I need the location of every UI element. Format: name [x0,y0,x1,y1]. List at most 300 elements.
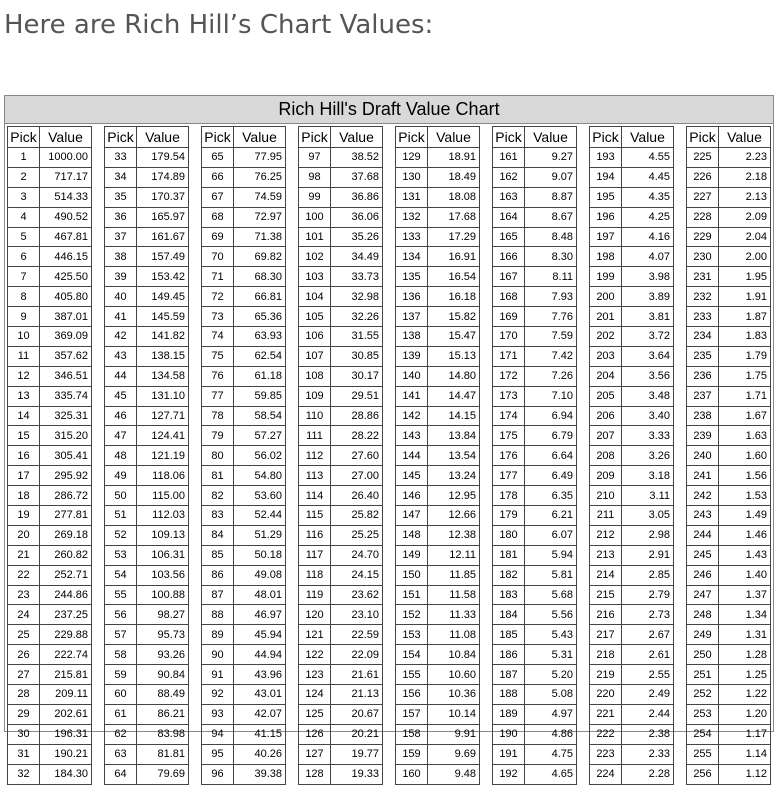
pick-number: 215 [590,585,622,605]
table-row [493,366,577,386]
table-row [687,605,771,625]
pick-number: 206 [590,406,622,426]
table-row [299,167,383,187]
table-row [493,207,577,227]
pick-number: 90 [202,645,234,665]
pick-number: 129 [396,148,428,168]
pick-value: 229.88 [40,625,92,645]
pick-value: 59.85 [234,386,286,406]
pick-value: 2.49 [622,685,674,705]
pick-value: 161.67 [137,227,189,247]
pick-number: 249 [687,625,719,645]
pick-number: 156 [396,685,428,705]
pick-value: 1.14 [719,744,771,764]
table-row [493,148,577,168]
pick-value: 31.55 [331,327,383,347]
table-row [202,545,286,565]
table-row [105,525,189,545]
pick-value: 7.26 [525,366,577,386]
table-row [687,585,771,605]
table-row [299,545,383,565]
table-row [105,247,189,267]
pick-value: 41.15 [234,724,286,744]
pick-number: 24 [8,605,40,625]
pick-value: 66.81 [234,287,286,307]
pick-number: 157 [396,704,428,724]
pick-value: 131.10 [137,386,189,406]
pick-number: 170 [493,327,525,347]
table-row [105,645,189,665]
pick-value: 68.30 [234,267,286,287]
pick-value: 9.69 [428,744,480,764]
pick-number: 222 [590,724,622,744]
table-row [590,486,674,506]
table-row [8,506,92,526]
pick-value: 138.15 [137,346,189,366]
table-row [493,267,577,287]
table-row [396,187,480,207]
table-row [202,685,286,705]
pick-number: 127 [299,744,331,764]
pick-value: 62.54 [234,346,286,366]
table-row [202,426,286,446]
table-row [590,346,674,366]
pick-value: 467.81 [40,227,92,247]
pick-value: 7.10 [525,386,577,406]
pick-number: 155 [396,665,428,685]
pick-number: 177 [493,466,525,486]
pick-value: 260.82 [40,545,92,565]
pick-number: 145 [396,466,428,486]
pick-number: 93 [202,704,234,724]
pick-number: 109 [299,386,331,406]
pick-number: 62 [105,724,137,744]
pick-number: 176 [493,446,525,466]
pick-value: 124.41 [137,426,189,446]
table-row [687,744,771,764]
table-row [590,446,674,466]
pick-value-group [492,126,576,785]
pick-number: 65 [202,148,234,168]
pick-value: 5.81 [525,565,577,585]
pick-value: 6.79 [525,426,577,446]
pick-value: 405.80 [40,287,92,307]
table-row [299,406,383,426]
pick-number: 124 [299,685,331,705]
value-column-header: Value [234,127,286,148]
table-row [8,227,92,247]
pick-number: 226 [687,167,719,187]
pick-value: 174.89 [137,167,189,187]
table-row [202,327,286,347]
pick-value: 15.82 [428,307,480,327]
pick-column-header: Pick [687,127,719,148]
pick-value: 3.33 [622,426,674,446]
pick-number: 204 [590,366,622,386]
table-row [493,167,577,187]
table-row [590,685,674,705]
chart-title: Rich Hill's Draft Value Chart [5,96,773,124]
pick-value: 346.51 [40,366,92,386]
table-row [202,346,286,366]
pick-number: 154 [396,645,428,665]
pick-value: 3.56 [622,366,674,386]
table-row [299,247,383,267]
pick-value: 717.17 [40,167,92,187]
table-row [396,247,480,267]
pick-number: 11 [8,346,40,366]
table-row [105,685,189,705]
table-row [687,386,771,406]
pick-value: 315.20 [40,426,92,446]
table-row [105,585,189,605]
pick-value-table [492,126,577,785]
pick-number: 55 [105,585,137,605]
table-row [493,446,577,466]
pick-value: 8.67 [525,207,577,227]
pick-value: 165.97 [137,207,189,227]
pick-value: 7.59 [525,327,577,347]
table-row [202,744,286,764]
pick-number: 38 [105,247,137,267]
table-row [687,426,771,446]
table-row [299,744,383,764]
pick-number: 112 [299,446,331,466]
table-row [202,665,286,685]
pick-number: 99 [299,187,331,207]
pick-value: 48.01 [234,585,286,605]
table-row [396,386,480,406]
table-row [202,167,286,187]
pick-value: 202.61 [40,704,92,724]
pick-number: 100 [299,207,331,227]
pick-number: 139 [396,346,428,366]
pick-number: 125 [299,704,331,724]
table-row [493,466,577,486]
pick-value: 2.91 [622,545,674,565]
table-row [493,506,577,526]
pick-number: 35 [105,187,137,207]
pick-value: 325.31 [40,406,92,426]
pick-value: 1.56 [719,466,771,486]
table-row [590,307,674,327]
pick-value: 387.01 [40,307,92,327]
table-row [202,207,286,227]
pick-value-group [589,126,673,785]
table-row [687,227,771,247]
pick-value: 6.49 [525,466,577,486]
pick-value: 45.94 [234,625,286,645]
table-row [396,426,480,446]
pick-number: 255 [687,744,719,764]
pick-value: 2.79 [622,585,674,605]
table-row [8,525,92,545]
pick-value: 25.82 [331,506,383,526]
pick-number: 251 [687,665,719,685]
pick-value: 4.45 [622,167,674,187]
pick-value: 29.51 [331,386,383,406]
pick-number: 186 [493,645,525,665]
pick-number: 164 [493,207,525,227]
pick-value: 16.91 [428,247,480,267]
table-row [299,207,383,227]
table-row [493,724,577,744]
pick-number: 82 [202,486,234,506]
table-row [8,148,92,168]
pick-number: 246 [687,565,719,585]
table-row [590,247,674,267]
table-row [105,167,189,187]
pick-number: 15 [8,426,40,446]
pick-value: 2.09 [719,207,771,227]
table-row [687,346,771,366]
table-row [8,446,92,466]
pick-number: 41 [105,307,137,327]
pick-number: 80 [202,446,234,466]
pick-number: 9 [8,307,40,327]
value-column-header: Value [719,127,771,148]
pick-value: 295.92 [40,466,92,486]
table-row [202,704,286,724]
pick-value: 3.89 [622,287,674,307]
pick-number: 44 [105,366,137,386]
pick-value: 4.35 [622,187,674,207]
pick-value: 27.60 [331,446,383,466]
pick-value-group [395,126,479,785]
pick-number: 135 [396,267,428,287]
pick-value: 1.43 [719,545,771,565]
table-row [105,744,189,764]
table-row [493,327,577,347]
pick-number: 97 [299,148,331,168]
value-column-header: Value [525,127,577,148]
pick-column-header: Pick [202,127,234,148]
table-row [105,227,189,247]
pick-value: 2.73 [622,605,674,625]
pick-number: 121 [299,625,331,645]
pick-number: 51 [105,506,137,526]
pick-number: 20 [8,525,40,545]
pick-number: 203 [590,346,622,366]
pick-number: 234 [687,327,719,347]
table-row [299,685,383,705]
table-row [299,267,383,287]
pick-number: 50 [105,486,137,506]
table-row [8,565,92,585]
table-row [590,645,674,665]
pick-value: 222.74 [40,645,92,665]
table-row [396,307,480,327]
pick-value: 30.17 [331,366,383,386]
pick-number: 214 [590,565,622,585]
pick-number: 31 [8,744,40,764]
pick-value: 69.82 [234,247,286,267]
table-row [396,446,480,466]
table-row [590,625,674,645]
pick-number: 26 [8,645,40,665]
pick-number: 3 [8,187,40,207]
pick-value: 3.48 [622,386,674,406]
pick-value: 50.18 [234,545,286,565]
pick-number: 202 [590,327,622,347]
pick-value: 90.84 [137,665,189,685]
pick-number: 235 [687,346,719,366]
value-column-header: Value [622,127,674,148]
pick-number: 147 [396,506,428,526]
pick-value: 5.08 [525,685,577,705]
pick-value: 1.60 [719,446,771,466]
pick-value: 11.58 [428,585,480,605]
table-row [687,406,771,426]
pick-value: 5.56 [525,605,577,625]
table-row [105,506,189,526]
pick-number: 195 [590,187,622,207]
pick-number: 150 [396,565,428,585]
pick-number: 96 [202,764,234,784]
pick-value-table [201,126,286,785]
pick-number: 76 [202,366,234,386]
pick-number: 227 [687,187,719,207]
pick-number: 75 [202,346,234,366]
pick-number: 165 [493,227,525,247]
pick-number: 132 [396,207,428,227]
pick-value: 11.85 [428,565,480,585]
pick-number: 49 [105,466,137,486]
pick-number: 159 [396,744,428,764]
pick-number: 163 [493,187,525,207]
table-row [105,327,189,347]
pick-value: 244.86 [40,585,92,605]
pick-value: 215.81 [40,665,92,685]
table-row [493,645,577,665]
pick-column-header: Pick [590,127,622,148]
table-row [396,685,480,705]
table-row [8,167,92,187]
pick-number: 68 [202,207,234,227]
pick-value: 77.95 [234,148,286,168]
pick-number: 171 [493,346,525,366]
table-row [687,187,771,207]
pick-number: 5 [8,227,40,247]
table-row [299,148,383,168]
pick-number: 123 [299,665,331,685]
table-row [687,565,771,585]
table-row [687,685,771,705]
table-row [493,406,577,426]
table-row [202,625,286,645]
table-row [202,247,286,267]
table-row [8,545,92,565]
table-row [202,386,286,406]
table-row [202,764,286,784]
pick-value: 10.60 [428,665,480,685]
pick-value: 74.59 [234,187,286,207]
pick-value-group [104,126,188,785]
pick-number: 28 [8,685,40,705]
pick-number: 188 [493,685,525,705]
table-row [590,585,674,605]
pick-number: 87 [202,585,234,605]
pick-value-table [686,126,771,785]
pick-number: 175 [493,426,525,446]
pick-number: 180 [493,525,525,545]
table-row [590,227,674,247]
pick-value: 14.80 [428,366,480,386]
pick-value: 61.18 [234,366,286,386]
table-row [493,764,577,784]
pick-number: 34 [105,167,137,187]
pick-number: 107 [299,346,331,366]
pick-value: 2.18 [719,167,771,187]
table-row [299,625,383,645]
table-row [590,406,674,426]
table-row [202,406,286,426]
table-row [590,704,674,724]
pick-value: 277.81 [40,506,92,526]
pick-value: 252.71 [40,565,92,585]
pick-value: 6.35 [525,486,577,506]
pick-number: 63 [105,744,137,764]
pick-number: 83 [202,506,234,526]
pick-number: 187 [493,665,525,685]
pick-number: 21 [8,545,40,565]
table-row [396,525,480,545]
pick-number: 73 [202,307,234,327]
pick-column-header: Pick [8,127,40,148]
pick-value: 8.11 [525,267,577,287]
pick-value: 35.26 [331,227,383,247]
table-row [299,704,383,724]
table-row [105,406,189,426]
pick-value: 51.29 [234,525,286,545]
table-row [8,366,92,386]
pick-value: 79.69 [137,764,189,784]
pick-number: 101 [299,227,331,247]
pick-number: 94 [202,724,234,744]
pick-value: 3.18 [622,466,674,486]
pick-number: 88 [202,605,234,625]
pick-number: 218 [590,645,622,665]
table-row [396,227,480,247]
pick-number: 167 [493,267,525,287]
pick-number: 102 [299,247,331,267]
table-row [8,724,92,744]
pick-value: 56.02 [234,446,286,466]
table-row [590,366,674,386]
pick-number: 241 [687,466,719,486]
pick-value: 4.25 [622,207,674,227]
pick-number: 219 [590,665,622,685]
pick-number: 72 [202,287,234,307]
pick-value: 40.26 [234,744,286,764]
pick-number: 252 [687,685,719,705]
pick-value: 3.11 [622,486,674,506]
pick-value: 153.42 [137,267,189,287]
pick-number: 169 [493,307,525,327]
pick-value: 1.12 [719,764,771,784]
pick-value: 305.41 [40,446,92,466]
pick-value: 1.25 [719,665,771,685]
pick-value: 209.11 [40,685,92,705]
pick-value: 115.00 [137,486,189,506]
pick-value-table [104,126,189,785]
pick-value: 37.68 [331,167,383,187]
table-row [105,665,189,685]
table-row [105,187,189,207]
pick-number: 173 [493,386,525,406]
pick-number: 166 [493,247,525,267]
pick-value-table [298,126,383,785]
